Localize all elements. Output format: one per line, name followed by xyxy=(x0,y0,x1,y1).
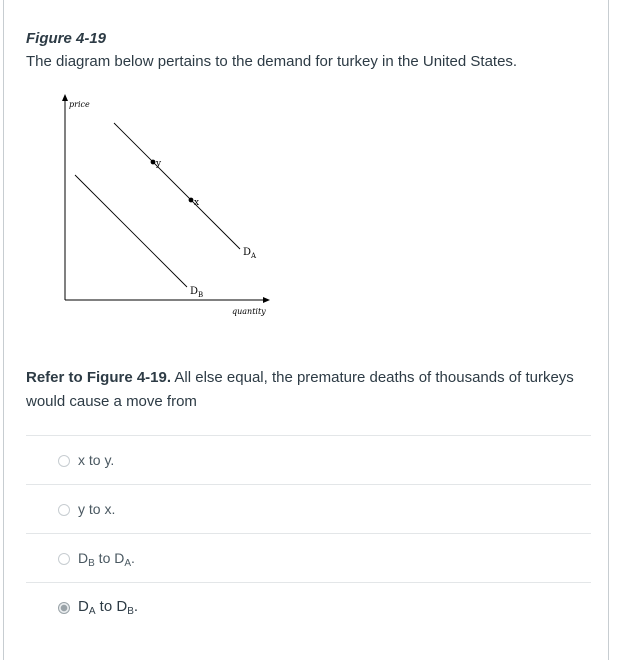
option-label: $D_B$ to $D_A$. xyxy=(78,550,135,569)
figure-title: Figure 4-19 xyxy=(26,30,107,47)
x-axis-label: quantity xyxy=(232,307,266,316)
question-card xyxy=(3,0,609,660)
option-label: x to y. xyxy=(78,452,115,468)
answer-options xyxy=(26,435,591,631)
figure-description: The diagram below pertains to the demand for turkey in the United States. xyxy=(26,53,518,70)
option-label: y to x. xyxy=(78,501,116,517)
y-axis-label: price xyxy=(69,100,90,109)
radio-da-to-db-selected[interactable] xyxy=(58,602,70,614)
figure-reference: Refer to Figure 4-19. xyxy=(26,369,172,386)
question-text xyxy=(26,366,586,414)
demand-diagram xyxy=(56,92,286,327)
answer-option-x-to-y[interactable] xyxy=(26,435,591,484)
x-axis-arrow xyxy=(263,297,270,303)
radio-x-to-y[interactable] xyxy=(58,455,70,467)
point-x xyxy=(189,198,194,203)
curve-a-label: $D_A$ xyxy=(243,247,257,260)
answer-option-da-to-db[interactable] xyxy=(26,582,591,631)
answer-option-y-to-x[interactable] xyxy=(26,484,591,533)
point-y xyxy=(151,160,156,165)
answer-option-db-to-da[interactable] xyxy=(26,533,591,582)
demand-curve-a xyxy=(114,123,240,249)
curve-b-label: $D_B$ xyxy=(190,286,204,299)
question-body: All else equal, the premature deaths of thousands of turkeys would cause a move from xyxy=(26,369,574,410)
point-y-label: y xyxy=(156,159,162,169)
radio-db-to-da[interactable] xyxy=(58,553,70,565)
point-x-label: x xyxy=(194,198,200,208)
y-axis-arrow xyxy=(62,94,68,101)
option-label: $D_A$ to $D_B$. xyxy=(78,598,139,617)
radio-y-to-x[interactable] xyxy=(58,504,70,516)
demand-curve-b xyxy=(75,175,187,287)
